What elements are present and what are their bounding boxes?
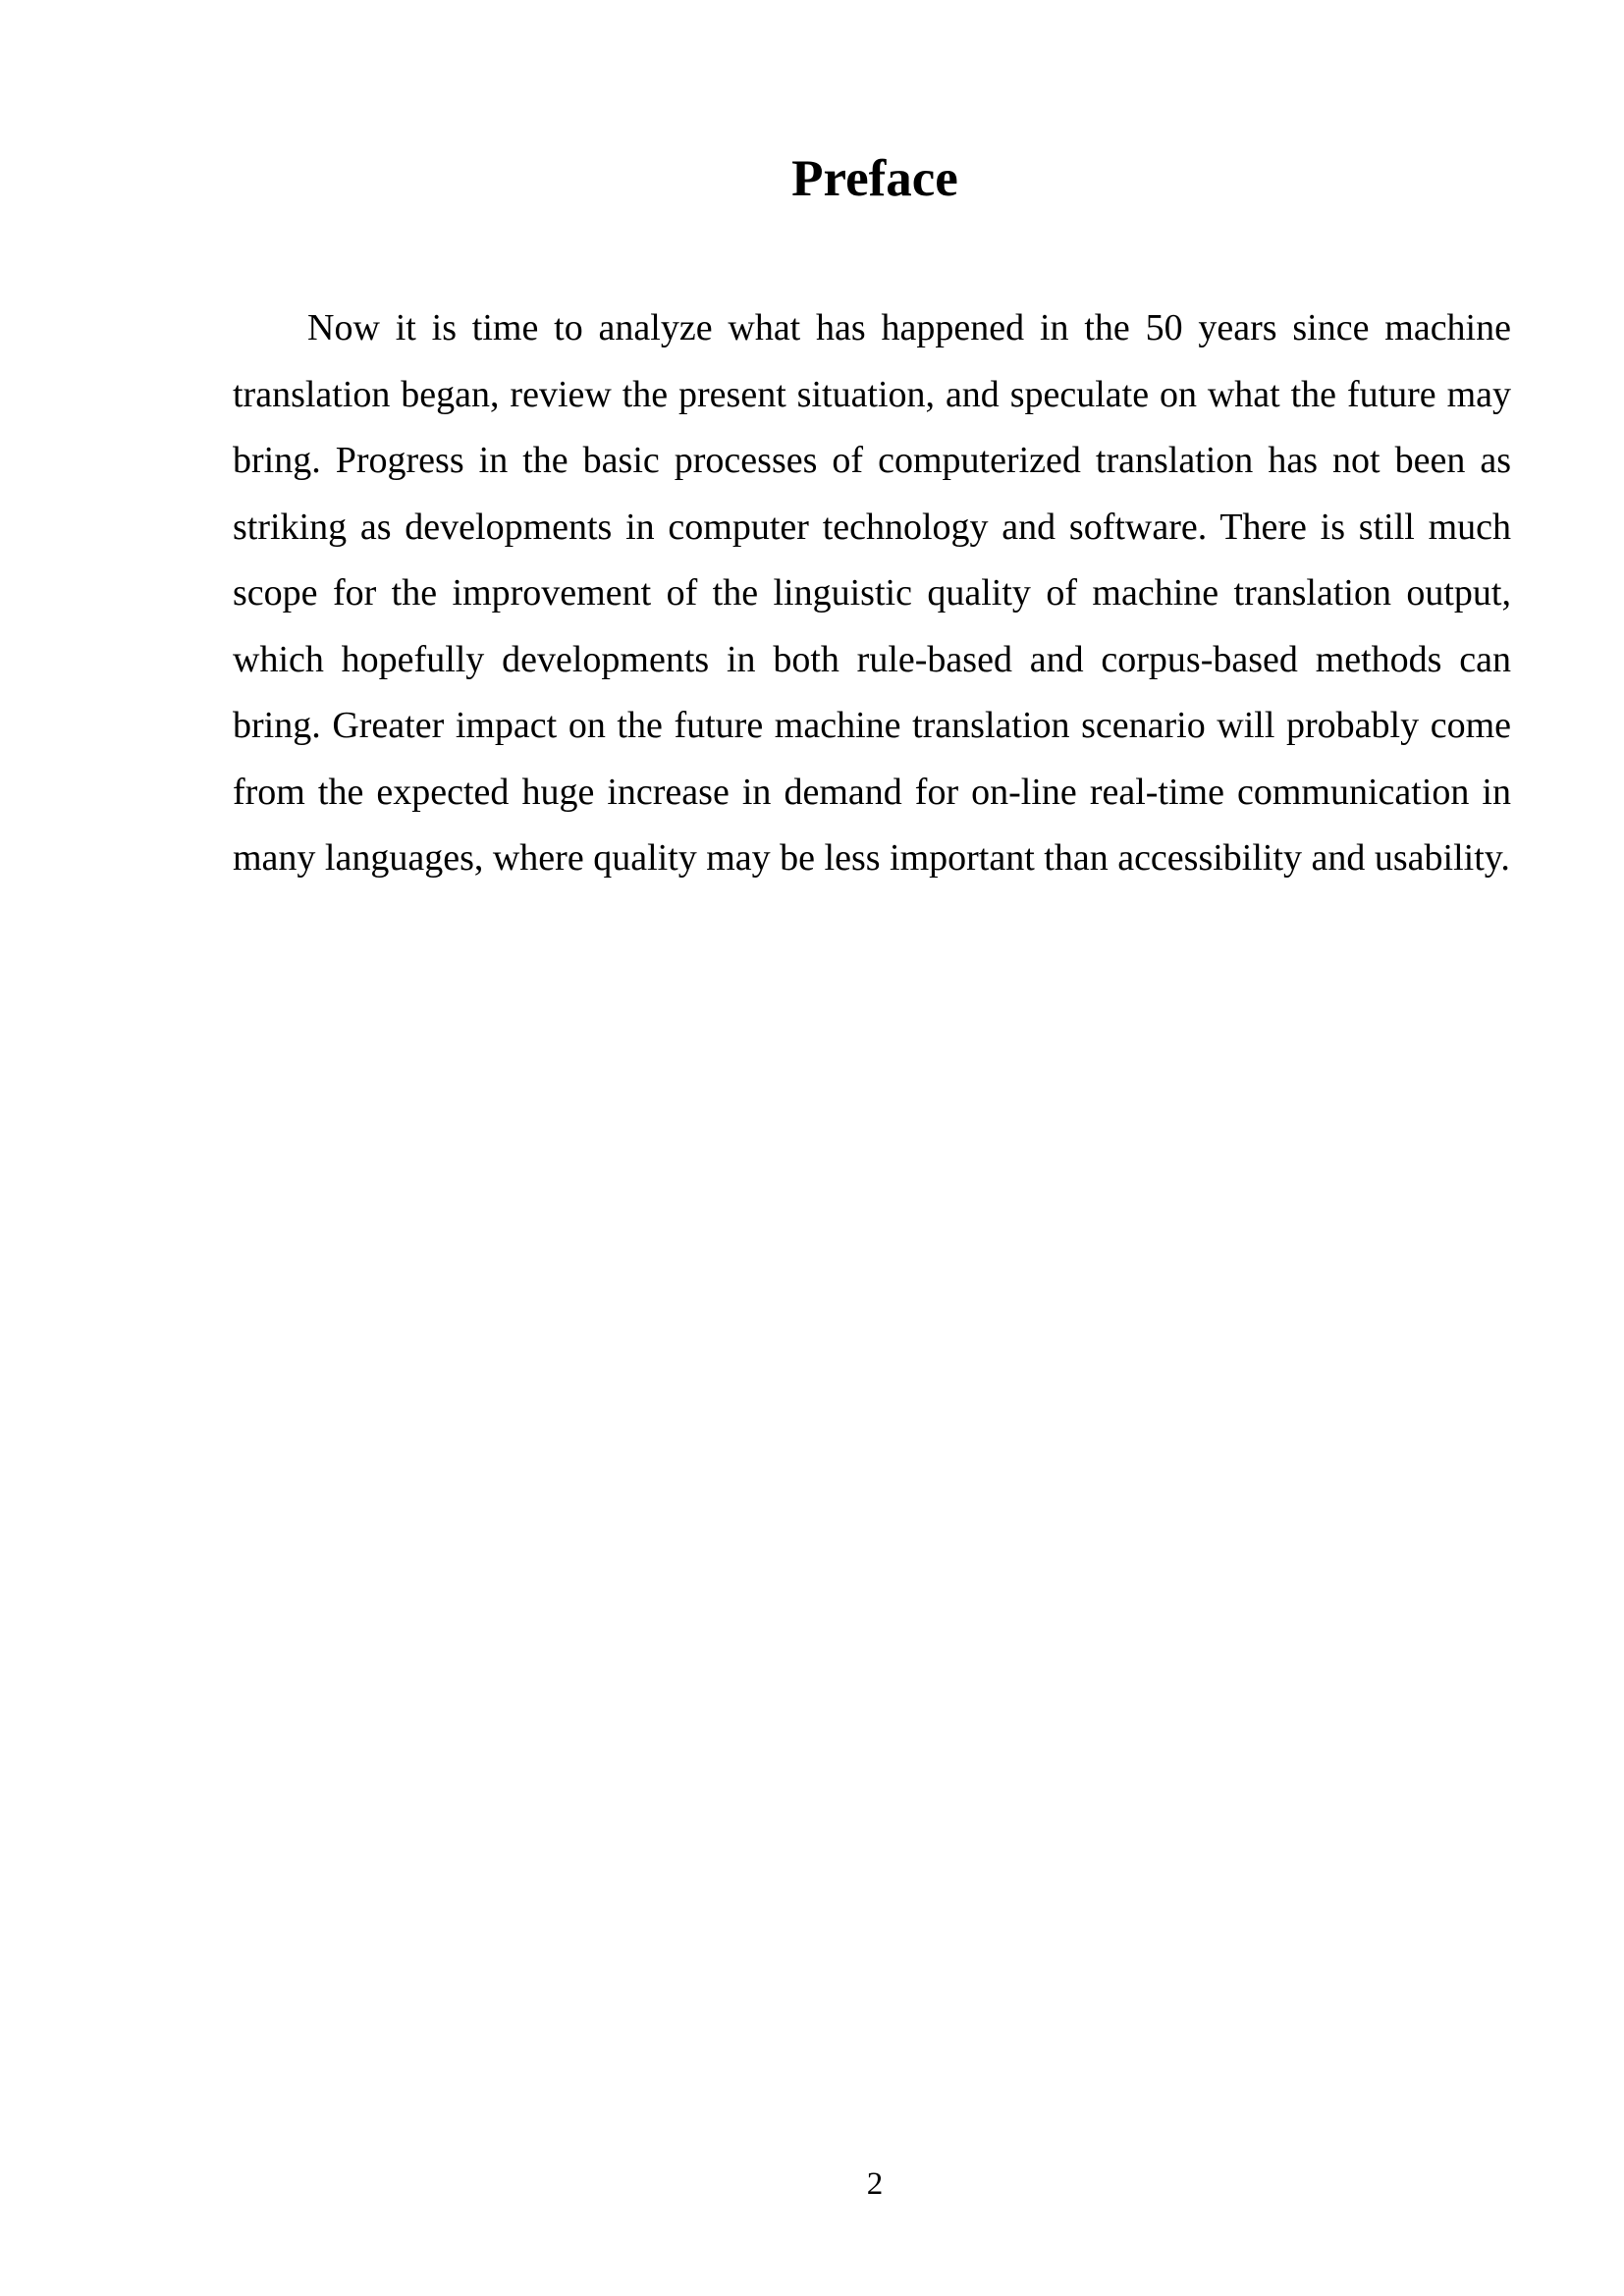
preface-paragraph: Now it is time to analyze what has happened in the 50 years since machine translation began, review the present situation, and speculate on what the future may bring. Progress in the basic processes of computerized translation has not been as striking as developments in computer technology and software. There is still much scope for the improvement of the linguistic quality of machine translation output, which hopefully developments in both rule-based and corpus-based methods can bring. Greater impact on the future machine translation scenario will probably come from the expected huge increase in demand for on-line real-time communication in many languages, where quality may be less important than accessibility and usability. [233, 307, 1511, 879]
page-title: Preface [791, 150, 958, 207]
page-number: 2 [866, 2166, 884, 2202]
